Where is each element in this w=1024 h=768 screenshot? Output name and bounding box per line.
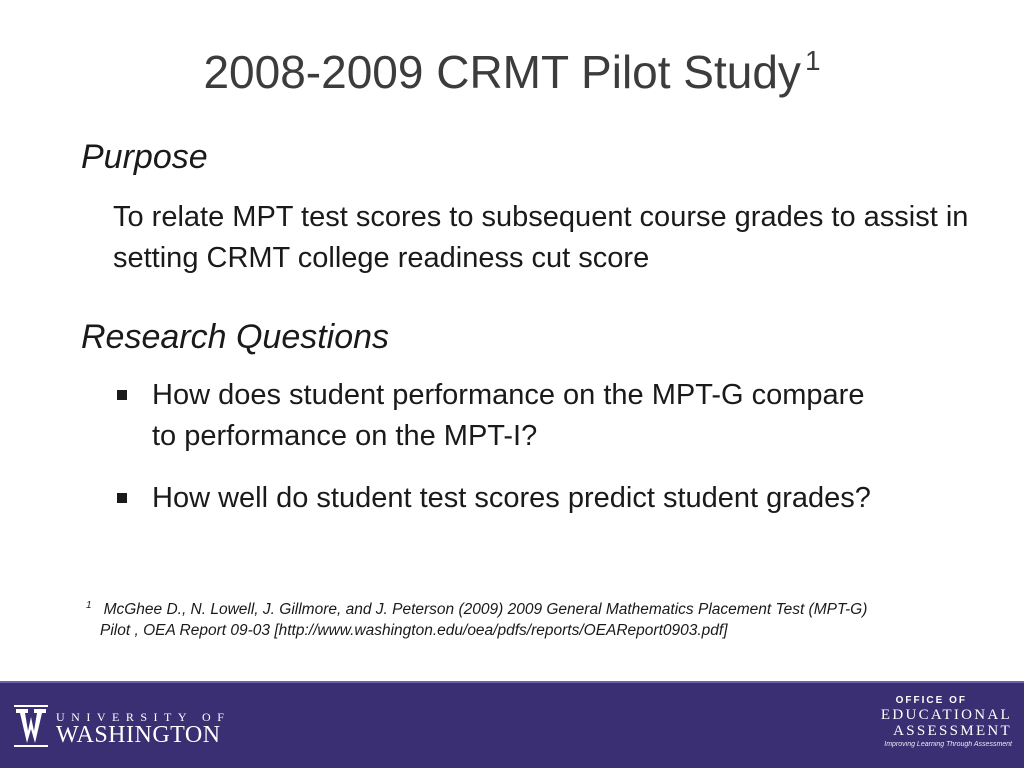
footer-bar (0, 681, 1024, 768)
uw-logo-line-2: WASHINGTON (56, 722, 221, 748)
uw-logo (14, 705, 274, 749)
research-question-item (114, 478, 894, 519)
oea-logo (862, 695, 1012, 750)
research-question-text: How does student performance on the MPT-G compare to performance on the MPT-I? (152, 379, 865, 452)
oea-logo-line-1: OFFICE OF (895, 695, 967, 706)
uw-w-mark-icon (14, 705, 48, 747)
footnote (86, 595, 986, 641)
footnote-line-2: Pilot , OEA Report 09-03 [http://www.washington.edu/oea/pdfs/reports/OEAReport0903.pdf] (100, 622, 728, 639)
research-question-item (114, 375, 894, 457)
slide-title (0, 46, 1024, 98)
purpose-text: To relate MPT test scores to subsequent course grades to assist in setting CRMT college readiness cut score (113, 201, 969, 274)
oea-logo-line-3: ASSESSMENT (893, 723, 1012, 739)
purpose-heading: Purpose (81, 138, 208, 176)
research-questions-heading: Research Questions (81, 318, 390, 356)
slide-title-text: 2008-2009 CRMT Pilot Study (203, 46, 801, 98)
oea-logo-line-2: EDUCATIONAL (880, 707, 1012, 723)
uw-logo-line-1: UNIVERSITY OF (56, 710, 231, 724)
title-footnote-mark: 1 (804, 45, 821, 76)
research-question-text: How well do student test scores predict student grades? (152, 482, 871, 514)
square-bullet-icon (117, 390, 127, 400)
oea-logo-tagline: Improving Learning Through Assessment (884, 741, 1012, 748)
footnote-line-1: McGhee D., N. Lowell, J. Gillmore, and J. Peterson (2009) 2009 General Mathematics Placement Test (MPT-G) (103, 601, 868, 618)
footnote-mark: 1 (86, 600, 92, 611)
square-bullet-icon (117, 493, 127, 503)
